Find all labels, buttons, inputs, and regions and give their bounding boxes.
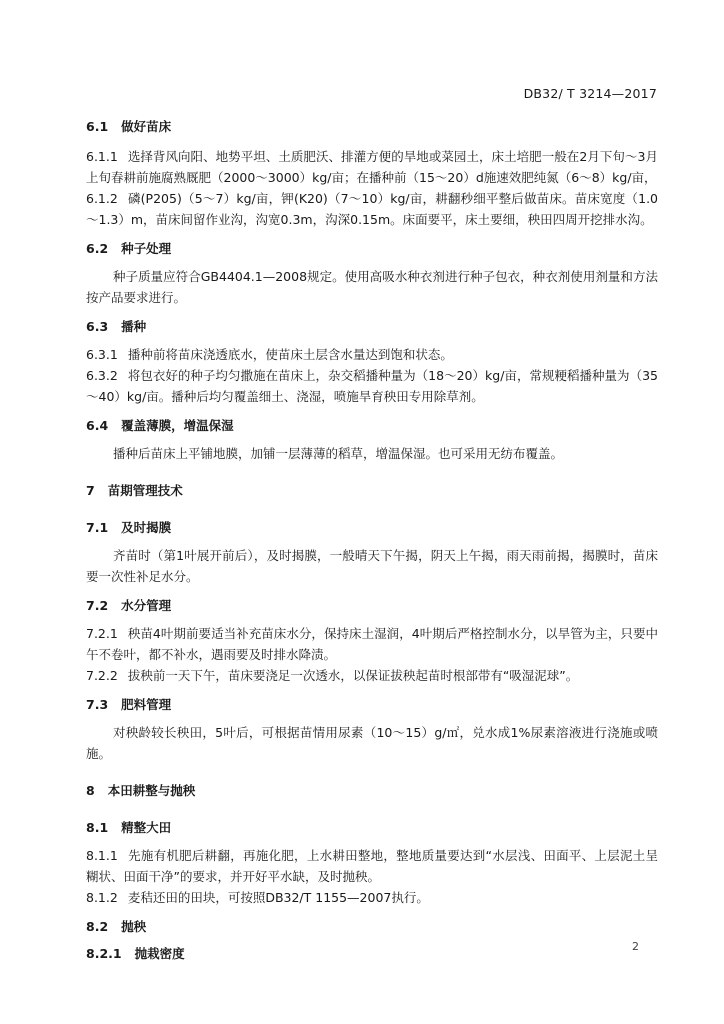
section-heading [86,697,658,713]
section-heading [86,919,658,935]
section-number: 8.1 [86,820,109,835]
body-paragraph: 齐苗时（第1叶展开前后），及时揭膜，一般晴天下午揭，阴天上午揭，雨天雨前揭，揭膜时，苗床要一次性补足水分。 [86,548,658,584]
chapter-number: 8 [86,783,95,798]
section-title: 及时揭膜 [121,520,172,535]
section-number: 7.3 [86,697,109,712]
body-paragraph: 对秧龄较长秧田，5叶后，可根据苗情用尿素（10～15）g/㎡，兑水成1%尿素溶液进行浇施或喷施。 [86,725,658,761]
clause-number: 8.1.1 [86,848,118,863]
section-heading [86,319,658,335]
subsection-number: 8.2.1 [86,946,122,961]
section-heading [86,820,658,836]
body-paragraph: 播种后苗床上平铺地膜，加铺一层薄薄的稻草，增温保湿。也可采用无纺布覆盖。 [113,446,564,461]
section-title: 抛秧 [121,919,147,934]
chapter-title: 本田耕整与抛秧 [107,783,196,798]
clause-text: 拔秧前一天下午，苗床要浇足一次透水，以保证拔秧起苗时根部带有“吸湿泥球”。 [127,668,579,683]
section-number: 7.2 [86,598,109,613]
clause-text: 将包衣好的种子均匀撒施在苗床上，杂交稻播种量为（18～20）kg/亩，常规粳稻播种量为（35～40）kg/亩。播种后均匀覆盖细土、浇湿，喷施旱育秧田专用除草剂。 [86,368,658,404]
section-heading [86,598,658,614]
clause-text: 选择背风向阳、地势平坦、土质肥沃、排灌方便的旱地或菜园土，床土培肥一般在2月下旬～3月上旬春耕前施腐熟厩肥（2000～3000）kg/亩；在播种前（15～20）d施速效肥纯氮（6～8）kg/亩， [86,149,658,185]
chapter-title: 苗期管理技术 [107,483,183,498]
section-title: 种子处理 [121,241,172,256]
subsection-heading [86,946,658,962]
clause-paragraph [86,146,658,188]
section-number: 6.2 [86,241,109,256]
clause-number: 6.1.2 [86,191,118,206]
document-body [86,110,658,962]
page-number: 2 [632,940,639,953]
chapter-number: 7 [86,483,95,498]
section-heading [86,119,658,135]
clause-number: 6.3.1 [86,347,118,362]
clause-paragraph [86,188,658,230]
section-number: 7.1 [86,520,109,535]
chapter-heading [86,783,658,799]
section-title: 播种 [121,319,147,334]
section-number: 6.1 [86,119,109,134]
clause-paragraph [86,845,658,887]
clause-text: 麦秸还田的田块，可按照DB32/T 1155—2007执行。 [127,890,429,905]
clause-paragraph [86,887,658,908]
clause-text: 秧苗4叶期前要适当补充苗床水分，保持床土湿润，4叶期后严格控制水分，以旱管为主，只要中午不卷叶，都不补水，遇雨要及时排水降渍。 [86,626,658,662]
clause-text: 播种前将苗床浇透底水，使苗床土层含水量达到饱和状态。 [127,347,453,362]
section-number: 8.2 [86,919,109,934]
subsection-title: 抛栽密度 [134,946,185,961]
section-title: 做好苗床 [121,119,172,134]
section-number: 6.4 [86,418,109,433]
clause-number: 7.2.1 [86,626,118,641]
section-heading [86,241,658,257]
chapter-heading [86,483,658,499]
clause-paragraph [86,344,658,365]
clause-number: 7.2.2 [86,668,118,683]
clause-text: 先施有机肥后耕翻，再施化肥，上水耕田整地，整地质量要达到“水层浅、田面平、上层泥土呈糊状、田面干净”的要求，并开好平水缺，及时抛秧。 [86,848,658,884]
clause-number: 6.1.1 [86,149,118,164]
section-title: 肥料管理 [121,697,172,712]
section-number: 6.3 [86,319,109,334]
clause-paragraph [86,623,658,665]
doc-code: DB32/ T 3214—2017 [523,86,657,101]
body-paragraph: 种子质量应符合GB4404.1—2008规定。使用高吸水种衣剂进行种子包衣，种衣剂使用剂量和方法按产品要求进行。 [86,269,658,305]
clause-number: 6.3.2 [86,368,118,383]
section-title: 覆盖薄膜，增温保湿 [121,418,234,433]
section-title: 精整大田 [121,820,172,835]
section-heading [86,418,658,434]
clause-number: 8.1.2 [86,890,118,905]
clause-paragraph [86,665,658,686]
section-title: 水分管理 [121,598,172,613]
clause-paragraph [86,365,658,407]
section-heading [86,520,658,536]
clause-text: 磷(P205)（5～7）kg/亩，钾(K20)（7～10）kg/亩，耕翻秒细平整后做苗床。苗床宽度（1.0～1.3）m，苗床间留作业沟，沟宽0.3m，沟深0.15m。床面要平，床土要细，秧田四周开挖排水沟。 [86,191,658,227]
